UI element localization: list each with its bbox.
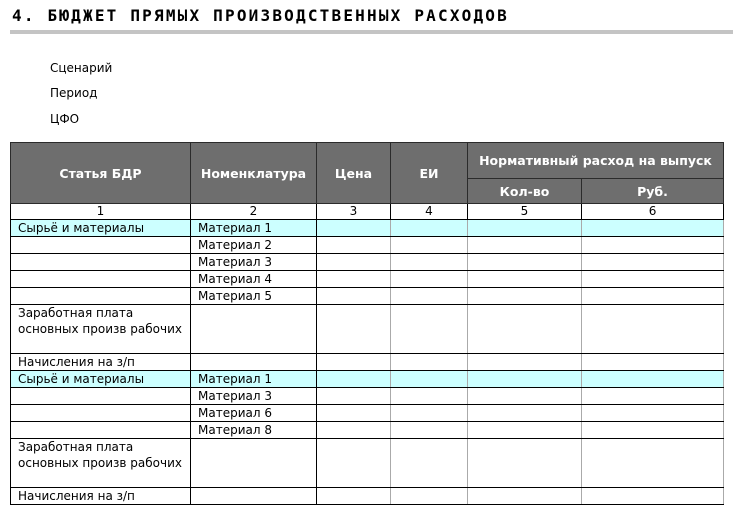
article-cell[interactable]: Заработная плата основных произв рабочих [11, 305, 191, 354]
header-article: Статья БДР [11, 143, 191, 204]
unit-cell[interactable] [391, 405, 468, 422]
qty-cell[interactable] [468, 220, 582, 237]
column-number-row [11, 204, 724, 220]
qty-cell[interactable] [468, 288, 582, 305]
qty-cell[interactable] [468, 388, 582, 405]
rub-cell[interactable] [582, 271, 724, 288]
price-cell[interactable] [317, 354, 391, 371]
price-cell[interactable] [317, 271, 391, 288]
table-row [11, 220, 724, 237]
page-title: 4. БЮДЖЕТ ПРЯМЫХ ПРОИЗВОДСТВЕННЫХ РАСХОДОВ [12, 6, 509, 25]
item-cell[interactable]: Материал 1 [191, 371, 317, 388]
column-number: 5 [468, 204, 582, 220]
item-cell[interactable] [191, 488, 317, 505]
qty-cell[interactable] [468, 422, 582, 439]
rub-cell[interactable] [582, 388, 724, 405]
unit-cell[interactable] [391, 354, 468, 371]
table-row [11, 271, 724, 288]
qty-cell[interactable] [468, 305, 582, 354]
rub-cell[interactable] [582, 405, 724, 422]
article-cell[interactable]: Сырьё и материалы [11, 220, 191, 237]
header-rub: Руб. [582, 179, 724, 204]
cfo-label: ЦФО [50, 112, 80, 126]
title-underline [10, 30, 733, 34]
header-qty: Кол-во [468, 179, 582, 204]
rub-cell[interactable] [582, 254, 724, 271]
rub-cell[interactable] [582, 488, 724, 505]
qty-cell[interactable] [468, 354, 582, 371]
unit-cell[interactable] [391, 288, 468, 305]
period-label: Период [50, 86, 98, 100]
price-cell[interactable] [317, 288, 391, 305]
unit-cell[interactable] [391, 388, 468, 405]
column-number: 1 [11, 204, 191, 220]
rub-cell[interactable] [582, 288, 724, 305]
qty-cell[interactable] [468, 488, 582, 505]
header-unit: ЕИ [391, 143, 468, 204]
qty-cell[interactable] [468, 237, 582, 254]
rub-cell[interactable] [582, 354, 724, 371]
price-cell[interactable] [317, 405, 391, 422]
unit-cell[interactable] [391, 422, 468, 439]
rub-cell[interactable] [582, 237, 724, 254]
item-cell[interactable] [191, 439, 317, 488]
price-cell[interactable] [317, 237, 391, 254]
column-number: 3 [317, 204, 391, 220]
item-cell[interactable]: Материал 1 [191, 220, 317, 237]
table-row [11, 439, 724, 488]
unit-cell[interactable] [391, 488, 468, 505]
price-cell[interactable] [317, 371, 391, 388]
item-cell[interactable]: Материал 3 [191, 254, 317, 271]
unit-cell[interactable] [391, 439, 468, 488]
header-price: Цена [317, 143, 391, 204]
budget-table [10, 142, 724, 505]
item-cell[interactable] [191, 354, 317, 371]
qty-cell[interactable] [468, 254, 582, 271]
article-cell[interactable] [11, 405, 191, 422]
article-cell[interactable] [11, 422, 191, 439]
column-number: 2 [191, 204, 317, 220]
qty-cell[interactable] [468, 405, 582, 422]
article-cell[interactable] [11, 271, 191, 288]
price-cell[interactable] [317, 220, 391, 237]
unit-cell[interactable] [391, 371, 468, 388]
table-row [11, 405, 724, 422]
unit-cell[interactable] [391, 271, 468, 288]
table-row [11, 305, 724, 354]
article-cell[interactable] [11, 254, 191, 271]
table-row [11, 237, 724, 254]
table-row [11, 422, 724, 439]
unit-cell[interactable] [391, 254, 468, 271]
qty-cell[interactable] [468, 271, 582, 288]
article-cell[interactable]: Заработная плата основных произв рабочих [11, 439, 191, 488]
item-cell[interactable]: Материал 4 [191, 271, 317, 288]
price-cell[interactable] [317, 422, 391, 439]
price-cell[interactable] [317, 388, 391, 405]
rub-cell[interactable] [582, 439, 724, 488]
table-row [11, 388, 724, 405]
table-row [11, 354, 724, 371]
table-row [11, 371, 724, 388]
article-cell[interactable] [11, 388, 191, 405]
header-norm-group: Нормативный расход на выпуск [468, 143, 724, 179]
table-row [11, 254, 724, 271]
header-nomenclature: Номенклатура [191, 143, 317, 204]
column-number: 4 [391, 204, 468, 220]
item-cell[interactable]: Материал 8 [191, 422, 317, 439]
rub-cell[interactable] [582, 220, 724, 237]
price-cell[interactable] [317, 488, 391, 505]
unit-cell[interactable] [391, 305, 468, 354]
qty-cell[interactable] [468, 439, 582, 488]
article-cell[interactable]: Начисления на з/п [11, 488, 191, 505]
item-cell[interactable] [191, 305, 317, 354]
article-cell[interactable] [11, 288, 191, 305]
unit-cell[interactable] [391, 220, 468, 237]
qty-cell[interactable] [468, 371, 582, 388]
item-cell[interactable]: Материал 2 [191, 237, 317, 254]
item-cell[interactable]: Материал 5 [191, 288, 317, 305]
article-cell[interactable]: Сырьё и материалы [11, 371, 191, 388]
item-cell[interactable]: Материал 6 [191, 405, 317, 422]
rub-cell[interactable] [582, 422, 724, 439]
article-cell[interactable]: Начисления на з/п [11, 354, 191, 371]
rub-cell[interactable] [582, 305, 724, 354]
price-cell[interactable] [317, 254, 391, 271]
scenario-label: Сценарий [50, 61, 113, 75]
rub-cell[interactable] [582, 371, 724, 388]
price-cell[interactable] [317, 305, 391, 354]
column-number: 6 [582, 204, 724, 220]
item-cell[interactable]: Материал 3 [191, 388, 317, 405]
unit-cell[interactable] [391, 237, 468, 254]
article-cell[interactable] [11, 237, 191, 254]
table-row [11, 488, 724, 505]
table-row [11, 288, 724, 305]
price-cell[interactable] [317, 439, 391, 488]
